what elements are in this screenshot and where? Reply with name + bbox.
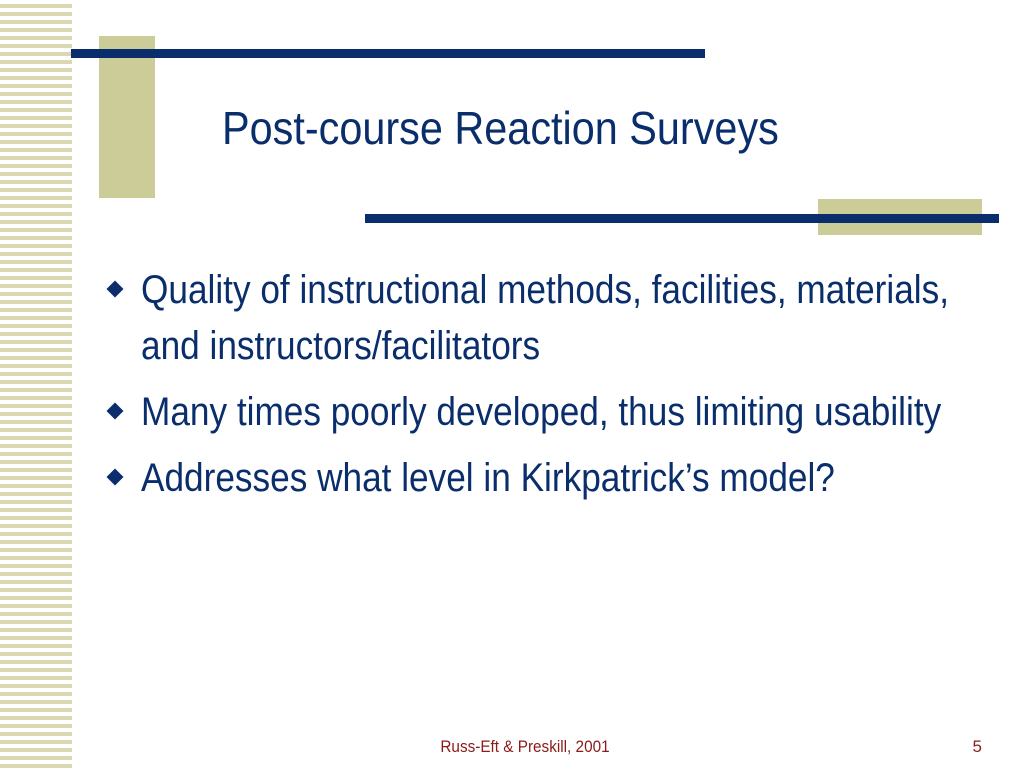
bullet-list [104,262,954,516]
bullet-item [104,450,954,506]
diamond-icon [107,281,124,298]
bullet-text: Many times poorly developed, thus limiting usability [141,390,942,434]
slide-title: Post-course Reaction Surveys [222,102,779,154]
bullet-item [104,262,954,374]
diamond-icon [107,469,124,486]
footer-citation: Russ-Eft & Preskill, 2001 [440,737,610,756]
slide-number: 5 [972,737,982,756]
diamond-icon [107,403,124,420]
bullet-text: Quality of instructional methods, facilities, materials, and instructors/facilitators [141,268,949,368]
bullet-text: Addresses what level in Kirkpatrick’s model? [141,456,835,500]
striped-side-band [0,0,72,768]
title-rule-top [71,49,705,58]
bullet-item [104,384,954,440]
olive-accent-block-top [99,36,155,198]
title-rule-bottom [365,214,999,223]
